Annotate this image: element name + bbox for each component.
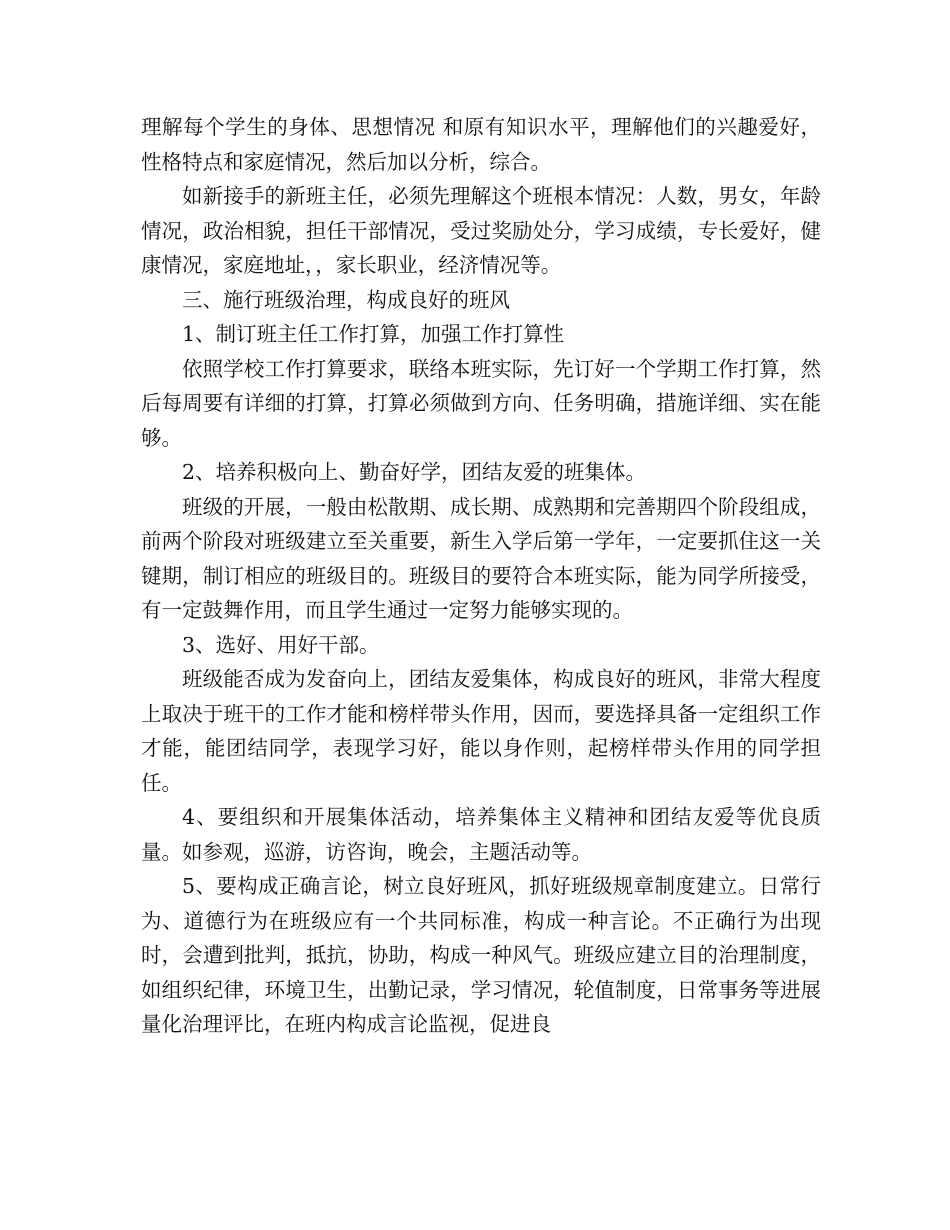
paragraph-5: 班级能否成为发奋向上，团结友爱集体，构成良好的班风，非常大程度上取决于班干的工作才能和榜样带头作用，因而，要选择具备一定组织工作才能，能团结同学，表现学习好，能以身作则，起榜样带头作用的同学担任。	[141, 667, 821, 795]
document-page	[141, 110, 821, 1042]
paragraph-4: 班级的开展，一般由松散期、成长期、成熟期和完善期四个阶段组成，前两个阶段对班级建立至关重要，新生入学后第一学年，一定要抓住这一关键期，制订相应的班级目的。班级目的要符合本班实际，能为同学所接受，有一定鼓舞作用，而且学生通过一定努力能够实现的。	[141, 494, 821, 622]
subheading-2: 2、培养积极向上、勤奋好学，团结友爱的班集体。	[182, 460, 647, 484]
paragraph-3: 依照学校工作打算要求，联络本班实际，先订好一个学期工作打算，然后每周要有详细的打算，打算必须做到方向、任务明确，措施详细、实在能够。	[141, 356, 821, 450]
paragraph-1: 理解每个学生的身体、思想情况 和原有知识水平，理解他们的兴趣爱好，性格特点和家庭情况，然后加以分析，综合。	[141, 115, 821, 174]
subheading-3: 3、选好、用好干部。	[182, 632, 380, 657]
paragraph-6: 4、要组织和开展集体活动，培养集体主义精神和团结友爱等优良质量。如参观，巡游，访咨询，晚会，主题活动等。	[141, 805, 821, 864]
paragraph-2: 如新接手的新班主任，必须先理解这个班根本情况：人数，男女，年龄情况，政治相貌，担任干部情况，受过奖励处分，学习成绩，专长爱好，健康情况，家庭地址，，家长职业，经济情况等。	[141, 184, 821, 277]
subheading-1: 1、制订班主任工作打算，加强工作打算性	[182, 322, 565, 346]
section-heading-3: 三、施行班级治理，构成良好的班风	[182, 287, 510, 312]
paragraph-7: 5、要构成正确言论，树立良好班风，抓好班级规章制度建立。日常行为、道德行为在班级应有一个共同标准，构成一种言论。不正确行为出现时，会遭到批判，抵抗，协助，构成一种风气。班级应建立目的治理制度，如组织纪律，环境卫生，出勤记录，学习情况，轮值制度，日常事务等进展量化治理评比，在班内构成言论监视，促进良	[141, 874, 821, 1036]
